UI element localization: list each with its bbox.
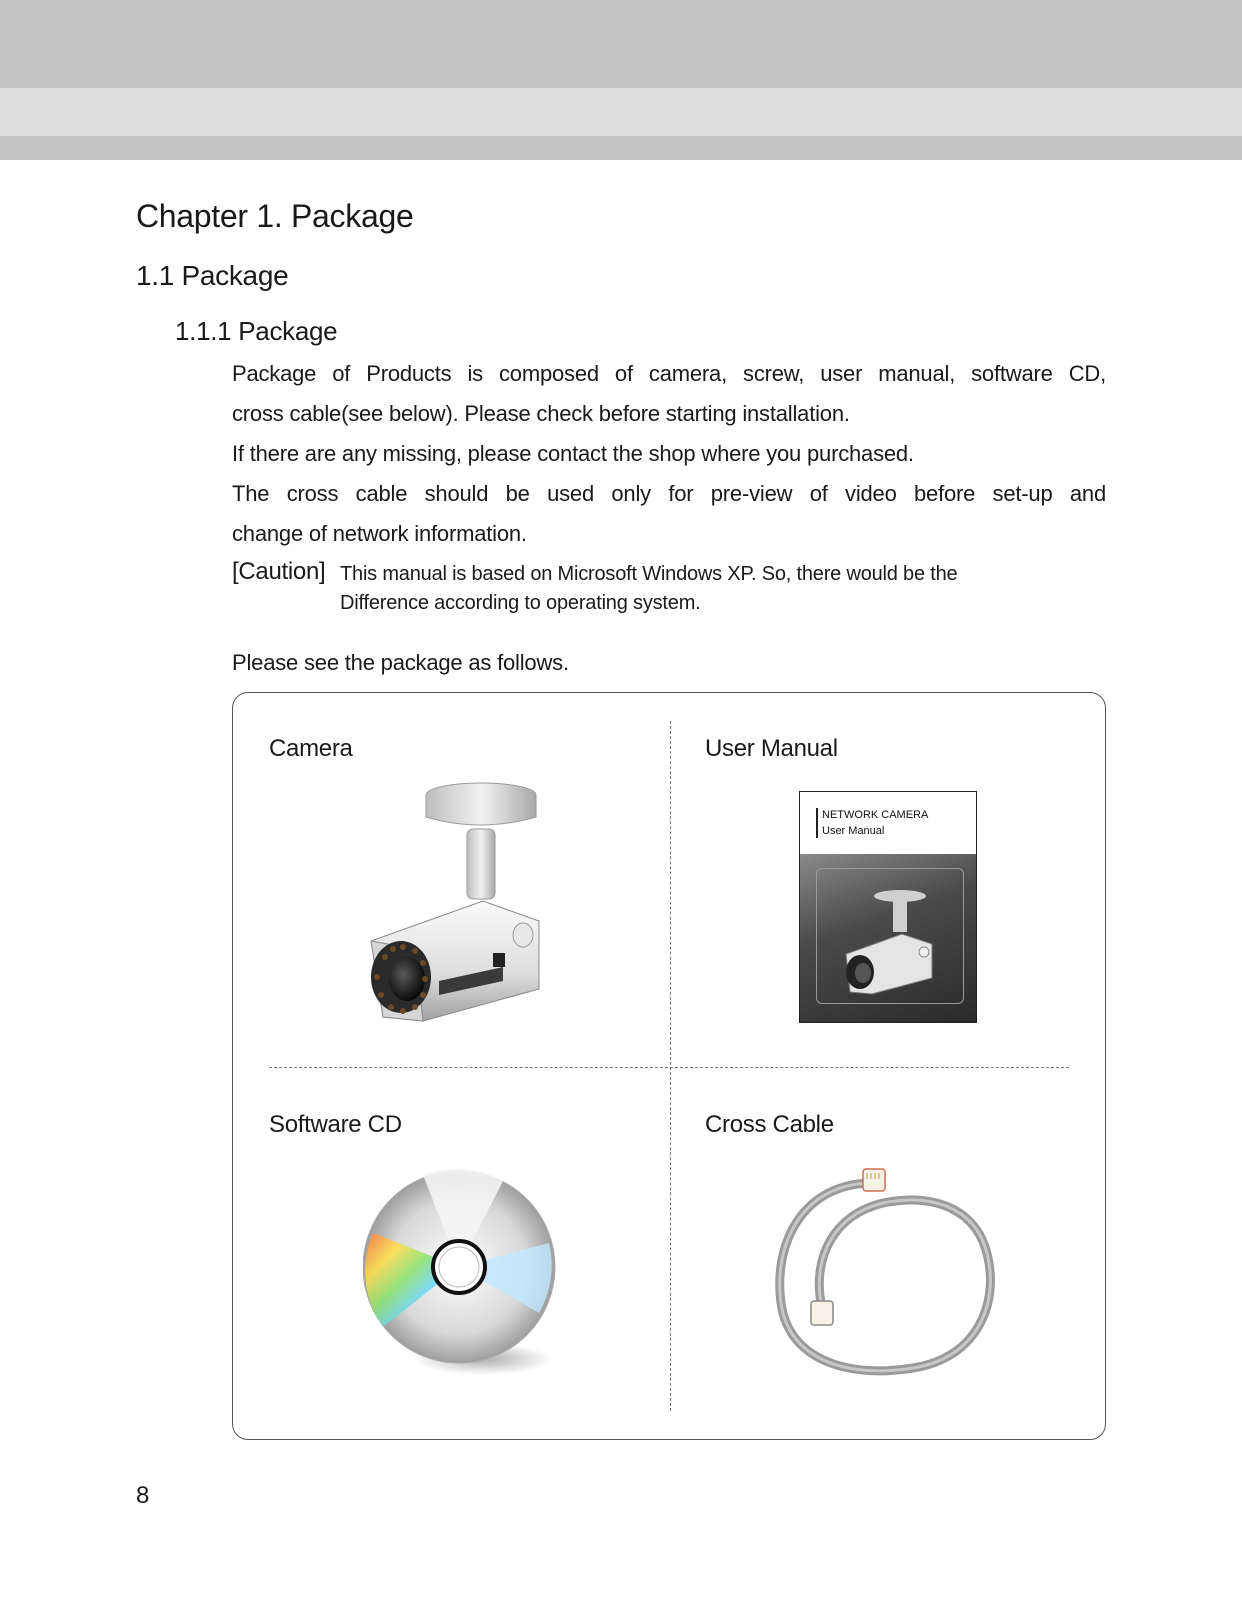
user-manual-label: User Manual <box>705 735 838 762</box>
paragraph-2: If there are any missing, please contact the shop where you purchased. <box>232 441 914 466</box>
horizontal-divider <box>269 1067 1069 1068</box>
subsection-title: 1.1.1 Package <box>175 316 338 346</box>
manual-cover-subtitle: User Manual <box>822 825 885 837</box>
package-contents-box <box>232 692 1106 1440</box>
manual-cover <box>799 791 977 1023</box>
paragraph-3-line-2: change of network information. <box>232 521 527 546</box>
paragraph-3-line-1: The cross cable should be used only for pre-view of video before set-up and <box>232 481 1106 506</box>
header-band-middle <box>0 88 1242 136</box>
chapter-title: Chapter 1. Package <box>136 198 414 234</box>
cd-icon <box>363 1163 563 1383</box>
page-number: 8 <box>136 1482 150 1509</box>
camera-icon <box>363 781 553 1026</box>
header-band-bottom <box>0 136 1242 160</box>
cross-cable-label: Cross Cable <box>705 1111 834 1138</box>
caution-label: [Caution] <box>232 558 326 585</box>
manual-cover-title: NETWORK CAMERA <box>822 809 929 821</box>
manual-icon <box>799 791 977 1023</box>
header-band-top <box>0 0 1242 88</box>
paragraph-1-line-2: cross cable(see below). Please check before starting installation. <box>232 401 850 426</box>
paragraph-1-line-1: Package of Products is composed of camera, screw, user manual, software CD, <box>232 361 1106 386</box>
caution-text-line-2: Difference according to operating system. <box>340 592 701 614</box>
cable-icon <box>763 1163 1003 1388</box>
software-cd-label: Software CD <box>269 1111 402 1138</box>
camera-label: Camera <box>269 735 353 762</box>
vertical-divider <box>670 721 671 1411</box>
caution-text-line-1: This manual is based on Microsoft Windows XP. So, there would be the <box>340 563 958 585</box>
package-intro-text: Please see the package as follows. <box>232 650 569 675</box>
section-title: 1.1 Package <box>136 260 289 291</box>
